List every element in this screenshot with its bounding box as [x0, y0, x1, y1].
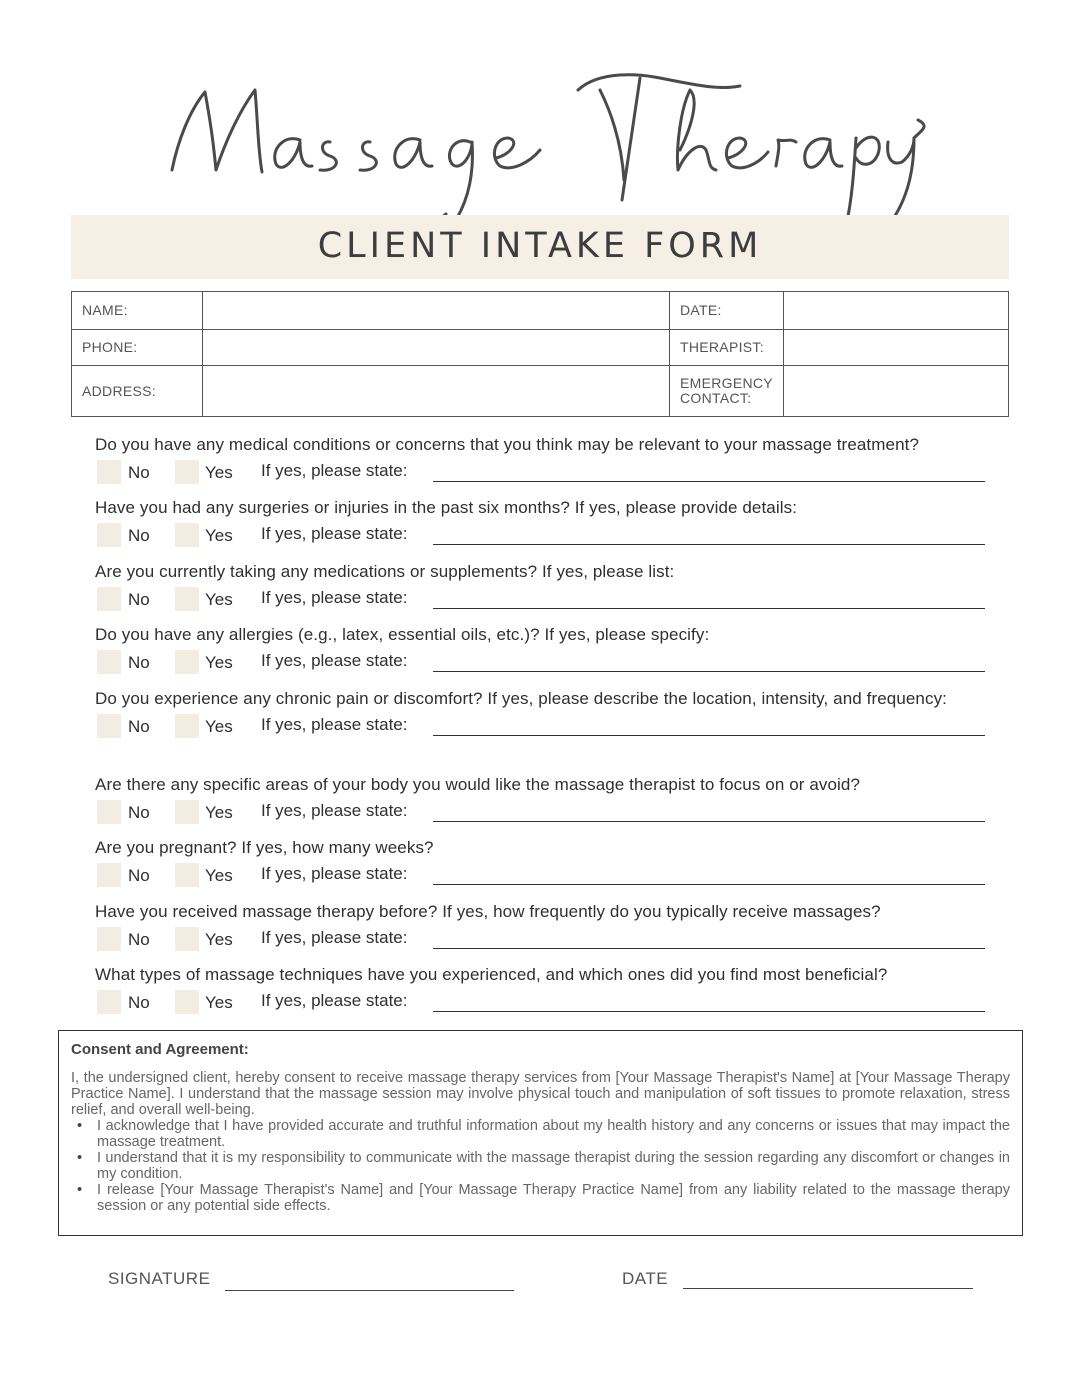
question-item	[95, 623, 985, 676]
question-text: Are you currently taking any medications or supplements? If yes, please list:	[95, 562, 675, 581]
no-label: No	[128, 717, 150, 736]
no-label: No	[128, 930, 150, 949]
footer-date-line[interactable]	[683, 1288, 973, 1289]
no-checkbox[interactable]	[97, 990, 121, 1014]
name-label: NAME:	[72, 292, 203, 330]
no-checkbox[interactable]	[97, 460, 121, 484]
yes-checkbox[interactable]	[175, 927, 199, 951]
question-text: Have you had any surgeries or injuries in the past six months? If yes, please provide details:	[95, 498, 798, 517]
consent-bullet	[71, 1118, 1010, 1150]
script-title-lettering	[0, 30, 1080, 230]
yes-label: Yes	[205, 930, 233, 949]
question-item	[95, 773, 985, 826]
answer-row	[95, 523, 985, 549]
answer-line[interactable]	[433, 884, 985, 885]
no-checkbox[interactable]	[97, 714, 121, 738]
date-label: DATE:	[670, 292, 784, 330]
yes-label: Yes	[205, 717, 233, 736]
consent-bullet-text: I acknowledge that I have provided accurate and truthful information about my health history and any concerns or issues that may impact the massage treatment.	[97, 1118, 1010, 1150]
answer-line[interactable]	[433, 671, 985, 672]
yes-checkbox[interactable]	[175, 714, 199, 738]
question-text: Are you pregnant? If yes, how many weeks?	[95, 838, 434, 857]
no-label: No	[128, 866, 150, 885]
no-checkbox[interactable]	[97, 523, 121, 547]
if-yes-label: If yes, please state:	[261, 715, 408, 734]
if-yes-label: If yes, please state:	[261, 524, 408, 543]
question-item	[95, 963, 985, 1016]
consent-bullet	[71, 1150, 1010, 1182]
yes-label: Yes	[205, 526, 233, 545]
yes-checkbox[interactable]	[175, 587, 199, 611]
answer-row	[95, 714, 985, 740]
signature-label: SIGNATURE	[108, 1269, 211, 1288]
yes-label: Yes	[205, 866, 233, 885]
no-checkbox[interactable]	[97, 927, 121, 951]
question-item	[95, 687, 985, 740]
question-text: Do you have any allergies (e.g., latex, essential oils, etc.)? If yes, please specify:	[95, 625, 710, 644]
consent-bullet	[71, 1182, 1010, 1214]
question-text: Do you experience any chronic pain or discomfort? If yes, please describe the location, intensity, and frequency:	[95, 689, 948, 708]
yes-checkbox[interactable]	[175, 523, 199, 547]
client-info-table	[71, 291, 1009, 417]
no-checkbox[interactable]	[97, 650, 121, 674]
bullet-icon: •	[77, 1150, 83, 1166]
answer-line[interactable]	[433, 821, 985, 822]
address-field[interactable]	[203, 366, 670, 417]
yes-label: Yes	[205, 803, 233, 822]
if-yes-label: If yes, please state:	[261, 461, 408, 480]
if-yes-label: If yes, please state:	[261, 651, 408, 670]
answer-row	[95, 863, 985, 889]
no-checkbox[interactable]	[97, 863, 121, 887]
no-label: No	[128, 590, 150, 609]
phone-field[interactable]	[203, 330, 670, 366]
therapist-label: THERAPIST:	[670, 330, 784, 366]
footer-date-label: DATE	[622, 1269, 669, 1288]
yes-label: Yes	[205, 653, 233, 672]
if-yes-label: If yes, please state:	[261, 864, 408, 883]
no-checkbox[interactable]	[97, 800, 121, 824]
script-title	[0, 30, 1080, 230]
no-label: No	[128, 526, 150, 545]
signature-line[interactable]	[225, 1290, 514, 1291]
no-label: No	[128, 653, 150, 672]
answer-line[interactable]	[433, 481, 985, 482]
answer-row	[95, 460, 985, 486]
answer-row	[95, 800, 985, 826]
no-label: No	[128, 803, 150, 822]
answer-row	[95, 990, 985, 1016]
if-yes-label: If yes, please state:	[261, 801, 408, 820]
answer-line[interactable]	[433, 1011, 985, 1012]
question-text: Have you received massage therapy before? If yes, how frequently do you typically receive massages?	[95, 902, 881, 921]
question-item	[95, 900, 985, 953]
question-item	[95, 496, 985, 549]
consent-box	[58, 1030, 1023, 1236]
answer-line[interactable]	[433, 608, 985, 609]
yes-checkbox[interactable]	[175, 863, 199, 887]
phone-label: PHONE:	[72, 330, 203, 366]
consent-title: Consent and Agreement:	[71, 1041, 249, 1058]
if-yes-label: If yes, please state:	[261, 588, 408, 607]
answer-row	[95, 927, 985, 953]
consent-bullet-text: I release [Your Massage Therapist's Name] and [Your Massage Therapy Practice Name] from any liability related to the massage therapy session or any potential side effects.	[97, 1182, 1010, 1214]
yes-label: Yes	[205, 463, 233, 482]
question-text: Are there any specific areas of your body you would like the massage therapist to focus on or avoid?	[95, 775, 861, 794]
answer-row	[95, 587, 985, 613]
date-field[interactable]	[784, 292, 1009, 330]
bullet-icon: •	[77, 1182, 83, 1198]
yes-checkbox[interactable]	[175, 650, 199, 674]
form-subtitle: CLIENT INTAKE FORM	[317, 226, 763, 266]
yes-checkbox[interactable]	[175, 800, 199, 824]
question-item	[95, 433, 985, 486]
question-item	[95, 836, 985, 889]
consent-bullet-text: I understand that it is my responsibility to communicate with the massage therapist during the session regarding any discomfort or changes in my condition.	[97, 1150, 1010, 1182]
yes-label: Yes	[205, 993, 233, 1012]
answer-line[interactable]	[433, 735, 985, 736]
yes-checkbox[interactable]	[175, 990, 199, 1014]
question-item	[95, 560, 985, 613]
answer-line[interactable]	[433, 544, 985, 545]
therapist-field[interactable]	[784, 330, 1009, 366]
no-label: No	[128, 993, 150, 1012]
question-text: What types of massage techniques have you experienced, and which ones did you find most beneficial?	[95, 965, 888, 984]
answer-line[interactable]	[433, 948, 985, 949]
bullet-icon: •	[77, 1118, 83, 1134]
if-yes-label: If yes, please state:	[261, 928, 408, 947]
yes-checkbox[interactable]	[175, 460, 199, 484]
name-field[interactable]	[203, 292, 670, 330]
answer-row	[95, 650, 985, 676]
question-text: Do you have any medical conditions or concerns that you think may be relevant to your massage treatment?	[95, 435, 920, 454]
emergency-label-line2: CONTACT:	[680, 390, 752, 406]
emergency-contact-field[interactable]	[784, 366, 1009, 417]
yes-label: Yes	[205, 590, 233, 609]
emergency-label-line1: EMERGENCY	[680, 375, 773, 391]
consent-list	[71, 1118, 1010, 1214]
no-checkbox[interactable]	[97, 587, 121, 611]
if-yes-label: If yes, please state:	[261, 991, 408, 1010]
address-label: ADDRESS:	[72, 366, 203, 417]
consent-body: I, the undersigned client, hereby consent to receive massage therapy services from [Your Massage Therapist's Name] at [Your Massage Therapy Practice Name]. I understand that the massage session may involve physical touch and manipulation of soft tissues to promote relaxation, stress relief, and overall well-being.	[71, 1070, 1010, 1118]
emergency-contact-label	[670, 366, 784, 417]
no-label: No	[128, 463, 150, 482]
